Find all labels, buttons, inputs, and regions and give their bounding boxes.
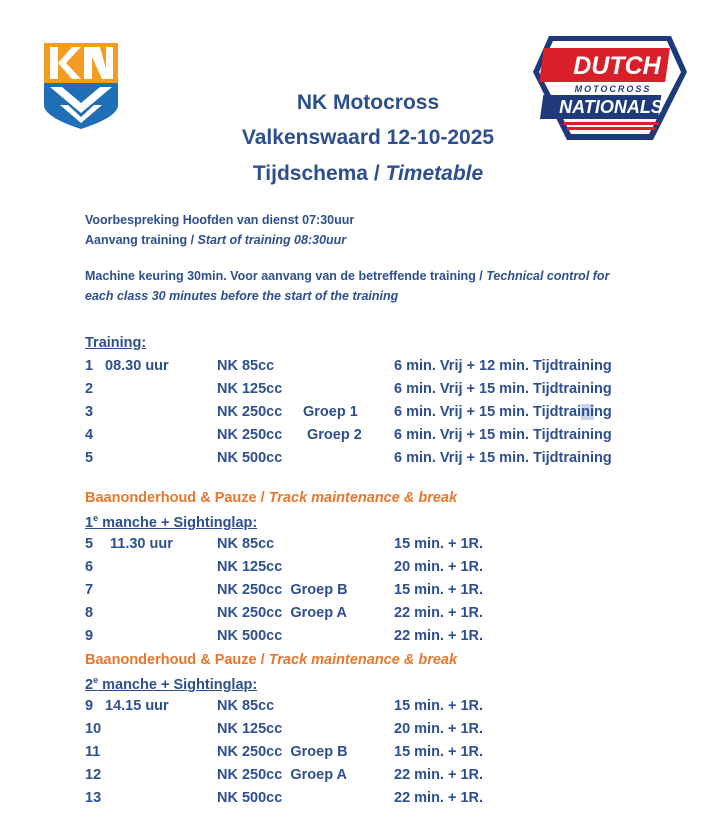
table-row: 7 NK 250cc Groep B 15 min. + 1R. xyxy=(85,582,484,598)
training-heading: Training: xyxy=(85,335,147,351)
pause-heading-1: Baanonderhoud & Pauze / Track maintenance & break xyxy=(85,490,458,506)
table-row: 5 NK 500cc 6 min. Vrij + 15 min. Tijdtraining xyxy=(85,450,612,466)
table-row: 2 NK 125cc 6 min. Vrij + 15 min. Tijdtraining xyxy=(85,381,612,397)
pause-heading-2: Baanonderhoud & Pauze / Track maintenance & break xyxy=(85,652,458,668)
dmn-logo-bottom: NATIONALS xyxy=(559,97,663,117)
start-note: Aanvang training / Start of training 08:30uur xyxy=(85,233,347,247)
table-row: 10 NK 125cc 20 min. + 1R. xyxy=(85,721,484,737)
technical-control-note: Machine keuring 30min. Voor aanvang van de betreffende training / Technical control for xyxy=(85,269,610,283)
technical-control-note-line2: each class 30 minutes before the start of the training xyxy=(85,289,399,303)
timetable-heading: Tijdschema / Timetable xyxy=(252,162,484,185)
table-row: 9 14.15 uur NK 85cc 15 min. + 1R. xyxy=(85,698,484,714)
table-row: 8 NK 250cc Groep A 22 min. + 1R. xyxy=(85,605,484,621)
manche2-heading: 2e manche + Sightinglap: xyxy=(85,675,258,693)
briefing-note: Voorbespreking Hoofden van dienst 07:30uur xyxy=(85,213,355,227)
table-row: 11 NK 250cc Groep B 15 min. + 1R. xyxy=(85,744,484,760)
table-row: 12 NK 250cc Groep A 22 min. + 1R. xyxy=(85,767,484,783)
dmn-logo-top: DUTCH xyxy=(573,52,661,80)
table-row: 1 08.30 uur NK 85cc 6 min. Vrij + 12 min. Tijdtraining xyxy=(85,358,612,374)
dmn-logo-middle: MOTOCROSS xyxy=(574,84,652,94)
table-row: 13 NK 500cc 22 min. + 1R. xyxy=(85,790,484,806)
event-subtitle: Valkenswaard 12-10-2025 xyxy=(241,126,495,149)
table-row: 6 NK 125cc 20 min. + 1R. xyxy=(85,559,484,575)
knmv-logo xyxy=(44,43,118,129)
table-row: 3 NK 250cc Groep 1 6 min. Vrij + 15 min. Tijdtraining xyxy=(85,404,612,420)
page-title: NK Motocross xyxy=(296,91,440,114)
table-row: 9 NK 500cc 22 min. + 1R. xyxy=(85,628,484,644)
table-row: 4 NK 250cc Groep 2 6 min. Vrij + 15 min. Tijdtraining xyxy=(85,427,612,443)
table-row: 5 11.30 uur NK 85cc 15 min. + 1R. xyxy=(85,536,484,552)
manche1-heading: 1e manche + Sightinglap: xyxy=(85,513,258,531)
